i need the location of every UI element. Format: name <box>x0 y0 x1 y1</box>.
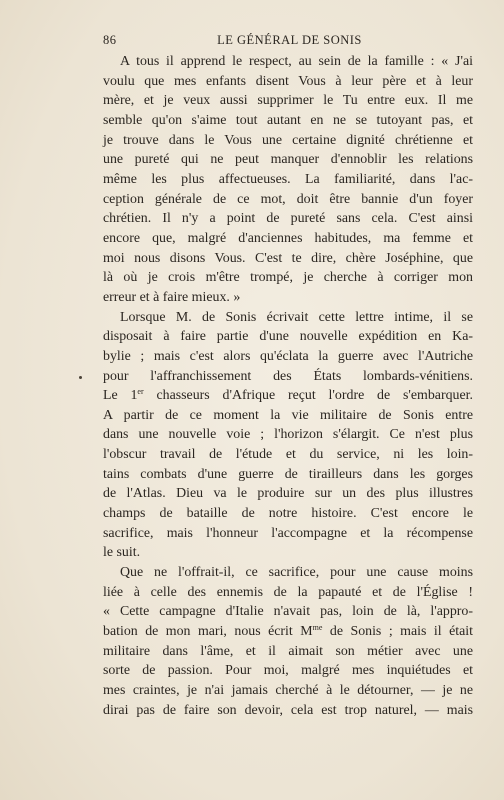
text-line: une pureté qui ne peut manquer d'ennoblir les relations <box>103 152 473 168</box>
text-line: même les plus affectueuses. La familiarité, dans l'ac- <box>103 171 473 187</box>
page-header <box>103 33 476 49</box>
text-line: là où je crois m'être trompé, je cherche à corriger mon <box>103 270 473 286</box>
text-line: pour l'affranchissement des États lombards-vénitiens. <box>103 368 473 384</box>
text-line: encore que, malgré d'anciennes habitudes, ma femme et <box>103 230 473 246</box>
text-line: semble qu'on s'aime tout autant en ne se tutoyant pas, et <box>103 112 473 128</box>
text-line: tains combats d'une guerre de tirailleurs dans les gorges <box>103 466 473 482</box>
page-number: 86 <box>103 33 117 47</box>
text-line: voulu que mes enfants disent Vous à leur père et à leur <box>103 73 473 89</box>
text-line: militaire dans l'âme, et il aimait son métier avec une <box>103 643 473 659</box>
running-title: LE GÉNÉRAL DE SONIS <box>217 33 362 47</box>
text-line: Lorsque M. de Sonis écrivait cette lettre intime, il se <box>120 309 473 325</box>
text-line: sorte de passion. Pour moi, malgré mes inquiétudes et <box>103 663 473 679</box>
text-line: ception générale de ce mot, doit être bannie d'un foyer <box>103 191 473 207</box>
text-line: de l'Atlas. Dieu va le produire sur un des plus illustres <box>103 486 473 502</box>
text-line: mes craintes, je n'ai jamais cherché à le détourner, — je ne <box>103 683 473 698</box>
text-line: disposait à faire partie d'une nouvelle expédition en Ka- <box>103 329 473 345</box>
text-line: moi nous disons Vous. C'est te dire, chère Joséphine, que <box>103 250 473 266</box>
text-line: bation de mon mari, nous écrit $M^{me}$ de Sonis ; mais il était <box>103 623 473 640</box>
text-line: A partir de ce moment la vie militaire de Sonis entre <box>103 407 473 423</box>
text-line: dirai pas de faire son devoir, cela est trop naturel, — mais <box>103 702 473 718</box>
text-line: erreur et à faire mieux. » <box>103 289 241 305</box>
text-line: « Cette campagne d'Italie n'avait pas, loin de là, l'appro- <box>103 604 473 620</box>
text-line: bylie ; mais c'est alors qu'éclata la guerre avec l'Autriche <box>103 348 473 364</box>
text-line: le suit. <box>103 545 141 561</box>
text-line: je trouve dans le Vous une certaine dignité chrétienne et <box>103 132 473 148</box>
text-line: Que ne l'offrait-il, ce sacrifice, pour une cause moins <box>120 565 473 581</box>
text-line: mère, et je veux aussi supprimer le Tu entre eux. Il me <box>103 93 473 109</box>
text-line: liée à celle des ennemis de la papauté et de l'Église ! <box>103 584 473 600</box>
text-line: Le 1er chasseurs d'Afrique reçut l'ordre de s'embarquer. <box>103 387 473 404</box>
paper-speck <box>79 376 82 379</box>
text-line: A tous il apprend le respect, au sein de la famille : « J'ai <box>120 54 473 69</box>
text-line: champs de bataille de notre histoire. C'est encore le <box>103 506 473 522</box>
text-line: chrétien. Il n'y a point de pureté sans cela. C'est ainsi <box>103 211 473 227</box>
text-line: dans une nouvelle voie ; l'horizon s'élargit. Ce n'est plus <box>103 427 473 443</box>
body-text <box>103 52 473 720</box>
text-line: l'obscur travail de l'étude et du service, ni les loin- <box>103 447 473 463</box>
text-line: sacrifice, mais l'honneur l'accompagne et la récompense <box>103 525 473 541</box>
